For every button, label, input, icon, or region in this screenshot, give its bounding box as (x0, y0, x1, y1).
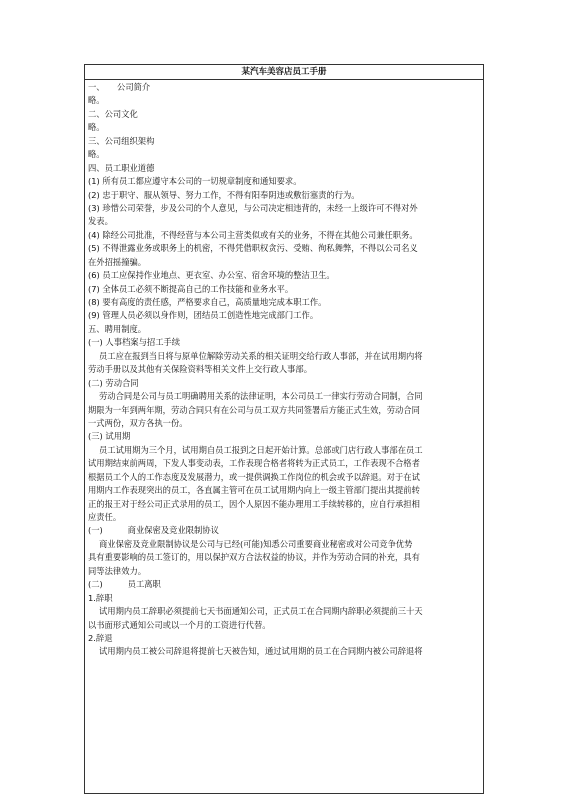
text-line: 略。 (88, 95, 105, 106)
text-line: 二、公司文化 (88, 108, 138, 119)
text-line: 试用期内员工辞职必须提前七天书面通知公司，正式员工在合同期内辞职必须提前三十天 (99, 606, 423, 617)
text-line: 劳动手册以及其他有关保险资料等相关文件上交行政人事部。 (88, 364, 313, 375)
document-body (85, 80, 483, 659)
text-line: 劳动合同是公司与员工明确聘用关系的法律证明，本公司员工一律实行劳动合同制，合同 (99, 391, 423, 402)
text-line: 在外招摇撞骗。 (88, 256, 147, 267)
text-line: 一、 公司简介 (88, 82, 151, 92)
text-line: 2.辞退 (88, 632, 113, 643)
text-line: (三) 试用期 (88, 431, 131, 442)
text-line: 试用期内员工被公司辞退将提前七天被告知，通过试用期的员工在合同期内被公司辞退将 (99, 646, 423, 657)
text-line: 员工应在报到当日将与原单位解除劳动关系的相关证明交给行政人事部，并在试用期内将 (99, 350, 423, 361)
text-line: 五、聘用制度。 (88, 323, 147, 334)
text-line: 试用期结束前两周，下发人事变动表，工作表现合格者将转为正式员工，工作表现不合格者 (88, 458, 420, 469)
text-line: 以书面形式通知公司或以一个月的工资进行代替。 (88, 619, 271, 630)
text-line: 根据员工个人的工作态度及发展潜力，或一提供调换工作岗位的机会或予以辞退。对于在试 (88, 471, 420, 482)
text-line: (7) 全体员工必须不断提高自己的工作技能和业务水平。 (88, 283, 294, 294)
text-line: 正的报王对于经公司正式录用的员工，因个人原因不能办理用工手续转移的，应自行承担相 (88, 498, 420, 509)
document-frame (84, 64, 484, 794)
text-line: (9) 管理人员必须以身作则，团结员工创造性地完成部门工作。 (88, 310, 319, 321)
text-line: 同等法律效力。 (88, 565, 147, 576)
text-line: 期限为一年到两年期，劳动合同只有在公司与员工双方共同签署后方能正式生效，劳动合同 (88, 404, 420, 415)
text-line: 一式两份，双方各执一份。 (88, 417, 188, 428)
text-line: (二) 员工离职 (88, 579, 161, 590)
text-line: 用期内工作表现突出的员工，各直属主管可在员工试用期内向上一级主管部门提出其提前转 (88, 485, 420, 496)
text-line: (2) 忠于职守、服从领导、努力工作，不得有阳奉阴违或敷衍塞责的行为。 (88, 189, 360, 200)
text-line: 商业保密及竞业限制协议是公司与已经(可能)知悉公司重要商业秘密或对公司竞争优势 (99, 538, 413, 549)
text-line: 具有重要影响的员工签订的，用以保护双方合法权益的协议，并作为劳动合同的补充，具有 (88, 552, 420, 563)
text-line: (二) 劳动合同 (88, 377, 139, 388)
text-line: 应责任。 (88, 512, 122, 522)
text-line: (8) 要有高度的责任感，严格要求自己，高质量地完成本职工作。 (88, 297, 327, 307)
document-title: 某汽车美容店员工手册 (241, 66, 327, 77)
text-line: 员工试用期为三个月，试用期自员工报到之日起开始计算。总部或门店行政人事部在员工 (99, 444, 423, 455)
title-row (85, 65, 483, 80)
text-line: (1) 所有员工都应遵守本公司的一切规章制度和通知要求。 (88, 176, 302, 187)
text-line: 四、员工职业道德 (88, 162, 155, 173)
text-line: 发表。 (88, 216, 113, 227)
text-line: (3) 珍惜公司荣誉，步及公司的个人意见，与公司决定相违背的，未经一上级许可不得对外 (88, 202, 418, 213)
text-line: 1.辞职 (88, 592, 113, 603)
text-line: (一) 商业保密及竞业限制协议 (88, 525, 219, 536)
text-line: 略。 (88, 122, 105, 133)
text-line: (6) 员工应保持作业地点、更衣室、办公室、宿舍环境的整洁卫生。 (88, 270, 335, 281)
text-line: (一) 人事档案与招工手续 (88, 337, 181, 348)
text-line: (5) 不得泄露业务或职务上的机密，不得凭借职权贪污、受贿、徇私舞弊，不得以公司名义 (88, 243, 418, 254)
text-line: (4) 除经公司批准，不得经营与本公司主营类似或有关的业务，不得在其他公司兼任职务。 (88, 229, 418, 240)
text-line: 略。 (88, 149, 105, 160)
text-line: 三、公司组织架构 (88, 135, 155, 146)
